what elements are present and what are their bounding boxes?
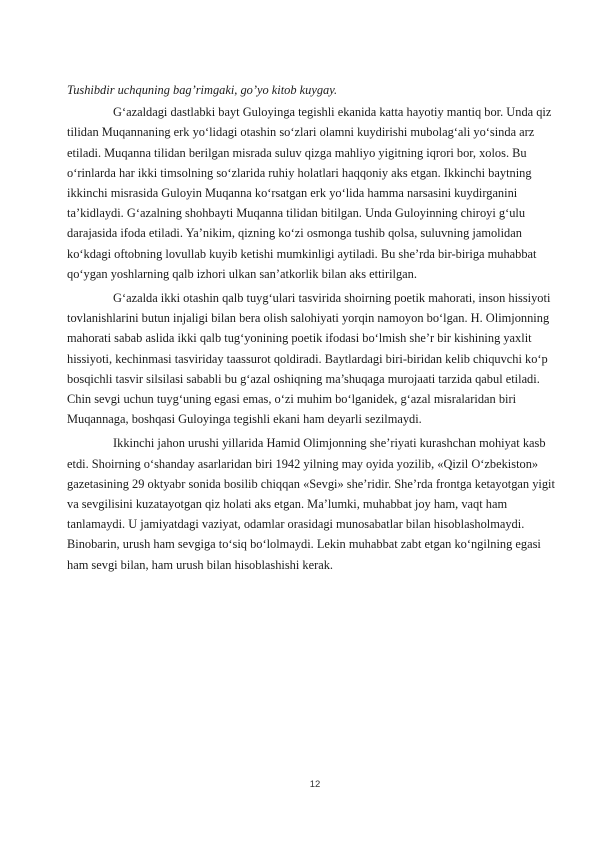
page-number: 12 <box>309 779 321 790</box>
paragraph-2: G‘azalda ikki otashin qalb tuyg‘ulari tasvirida shoirning poetik mahorati, inson hissiyoti tovlanishlarini butun injaligi bilan bera olish salohiyati yorqin namoyon bo‘lgan. H. Olimjonning mahorati sabab aslida ikki qalb tug‘yonining poetik ifodasi bo‘lmish she’r bir kishining yaxlit hissiyoti, kechinmasi tasviriday taassurot qoldiradi. Baytlardagi biri-biridan kelib chiquvchi ko‘p bosqichli tasvir silsilasi sababli bu g‘azal oshiqning ma’shuqaga murojaati tarzida qabul etiladi. Chin sevgi uchun tuyg‘uning egasi emas, o‘zi muhim bo‘lganidek, g‘azal misralaridan biri Muqannaga, boshqasi Guloyinga tegishli ekani ham deyarli sezilmaydi. <box>67 291 551 427</box>
paragraph-1: G‘azaldagi dastlabki bayt Guloyinga tegishli ekanida katta hayotiy mantiq bor. Unda qiz tilidan Muqannaning erk yo‘lidagi otashin so‘zlari olamni kuydirishi mubolag‘ali yo‘sinda arz etiladi. Muqanna tilidan berilgan misrada suluv qizga mahliyo yigitning iqrori bor, xolos. Bu o‘rinlarda har ikki timsolning so‘zlarida ruhiy holatlari haqqoniy aks etgan. Ikkinchi baytning ikkinchi misrasida Guloyin Muqanna ko‘rsatgan erk yo‘lida hamma narsasini kuydirganini ta’kidlaydi. G‘azalning shohbayti Muqanna tilidan bitilgan. Unda Guloyinning chiroyi g‘ulu darajasida ifoda etiladi. Ya’nikim, qizning ko‘zi osmonga tushib qolsa, suluvning jamolidan ko‘kdagi oftobning lovullab kuyib ketishi mumkinligi aytiladi. Bu she’rda bir-biriga muhabbat qo‘ygan yoshlarning qalb izhori ulkan san’atkorlik bilan aks ettirilgan. <box>67 105 552 281</box>
paragraph-3: Ikkinchi jahon urushi yillarida Hamid Olimjonning she’riyati kurashchan mohiyat kasb etdi. Shoirning o‘shanday asarlaridan biri 1942 yilning may oyida yozilib, «Qizil O‘zbekiston» gazetasining 29 oktyabr sonida bosilib chiqqan «Sevgi» she’ridir. She’rda frontga ketayotgan yigit va sevgilisini kuzatayotgan qiz holati aks etgan. Ma’lumki, muhabbat joy ham, vaqt ham tanlamaydi. U jamiyatdagi vaziyat, odamlar orasidagi munosabatlar bilan hisoblasholmaydi. Binobarin, urush ham sevgiga to‘siq bo‘lolmaydi. Lekin muhabbat zabt etgan ko‘ngilning egasi ham sevgi bilan, ham urush bilan hisoblashishi kerak. <box>67 436 555 572</box>
page-body <box>67 80 562 579</box>
poem-line: Tushibdir uchquning bag’rimgaki, go’yo kitob kuygay. <box>67 83 338 97</box>
